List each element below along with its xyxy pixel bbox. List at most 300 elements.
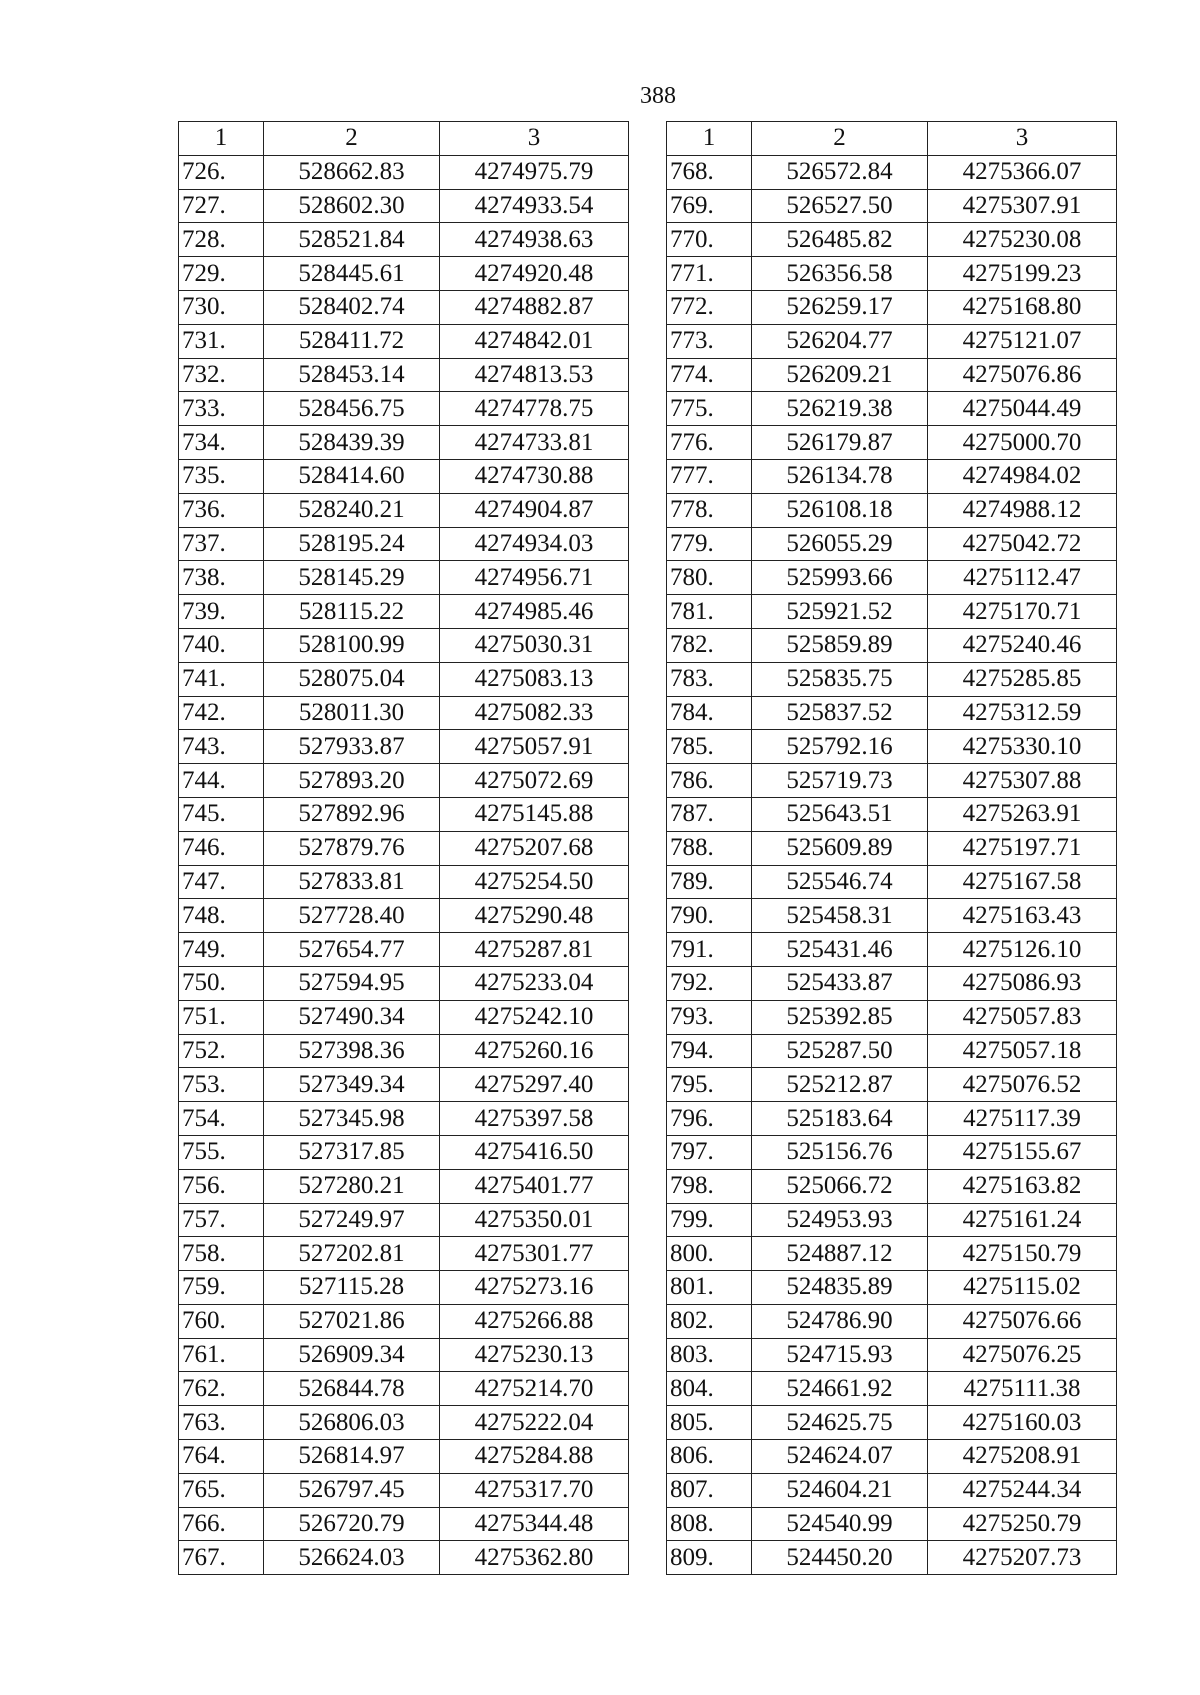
table-row — [667, 392, 1117, 426]
header-cell: 2 — [752, 122, 928, 156]
point-number-cell: 745. — [179, 797, 264, 831]
x-coordinate-cell: 526219.38 — [752, 392, 928, 426]
y-coordinate-cell: 4275297.40 — [440, 1068, 629, 1102]
x-coordinate-cell: 524625.75 — [752, 1406, 928, 1440]
table-row — [667, 1507, 1117, 1541]
table-row — [667, 189, 1117, 223]
table-row — [179, 696, 629, 730]
point-number-cell: 734. — [179, 426, 264, 460]
point-number-cell: 735. — [179, 459, 264, 493]
table-row — [667, 1304, 1117, 1338]
x-coordinate-cell: 527280.21 — [264, 1169, 440, 1203]
y-coordinate-cell: 4275207.68 — [440, 831, 629, 865]
x-coordinate-cell: 525859.89 — [752, 628, 928, 662]
y-coordinate-cell: 4275230.08 — [928, 223, 1117, 257]
x-coordinate-cell: 527654.77 — [264, 933, 440, 967]
table-row — [667, 1406, 1117, 1440]
y-coordinate-cell: 4275072.69 — [440, 764, 629, 798]
point-number-cell: 754. — [179, 1102, 264, 1136]
y-coordinate-cell: 4274778.75 — [440, 392, 629, 426]
table-row — [179, 223, 629, 257]
point-number-cell: 808. — [667, 1507, 752, 1541]
x-coordinate-cell: 527021.86 — [264, 1304, 440, 1338]
y-coordinate-cell: 4275207.73 — [928, 1541, 1117, 1575]
x-coordinate-cell: 524450.20 — [752, 1541, 928, 1575]
point-number-cell: 733. — [179, 392, 264, 426]
x-coordinate-cell: 525719.73 — [752, 764, 928, 798]
x-coordinate-cell: 528445.61 — [264, 257, 440, 291]
point-number-cell: 770. — [667, 223, 752, 257]
x-coordinate-cell: 525837.52 — [752, 696, 928, 730]
table-row — [667, 290, 1117, 324]
point-number-cell: 798. — [667, 1169, 752, 1203]
x-coordinate-cell: 528453.14 — [264, 358, 440, 392]
point-number-cell: 756. — [179, 1169, 264, 1203]
y-coordinate-cell: 4275112.47 — [928, 561, 1117, 595]
table-row — [179, 1406, 629, 1440]
y-coordinate-cell: 4275083.13 — [440, 662, 629, 696]
x-coordinate-cell: 525609.89 — [752, 831, 928, 865]
y-coordinate-cell: 4275263.91 — [928, 797, 1117, 831]
table-row — [667, 730, 1117, 764]
point-number-cell: 781. — [667, 595, 752, 629]
y-coordinate-cell: 4275290.48 — [440, 899, 629, 933]
y-coordinate-cell: 4274882.87 — [440, 290, 629, 324]
y-coordinate-cell: 4275086.93 — [928, 966, 1117, 1000]
point-number-cell: 765. — [179, 1473, 264, 1507]
x-coordinate-cell: 527317.85 — [264, 1135, 440, 1169]
point-number-cell: 744. — [179, 764, 264, 798]
point-number-cell: 779. — [667, 527, 752, 561]
y-coordinate-cell: 4274813.53 — [440, 358, 629, 392]
table-row — [667, 1372, 1117, 1406]
point-number-cell: 766. — [179, 1507, 264, 1541]
x-coordinate-cell: 526572.84 — [752, 155, 928, 189]
x-coordinate-cell: 528521.84 — [264, 223, 440, 257]
table-row — [667, 1000, 1117, 1034]
point-number-cell: 784. — [667, 696, 752, 730]
point-number-cell: 740. — [179, 628, 264, 662]
x-coordinate-cell: 526844.78 — [264, 1372, 440, 1406]
x-coordinate-cell: 525156.76 — [752, 1135, 928, 1169]
y-coordinate-cell: 4275121.07 — [928, 324, 1117, 358]
table-row — [667, 899, 1117, 933]
point-number-cell: 780. — [667, 561, 752, 595]
y-coordinate-cell: 4275145.88 — [440, 797, 629, 831]
x-coordinate-cell: 526485.82 — [752, 223, 928, 257]
point-number-cell: 759. — [179, 1271, 264, 1305]
table-row — [667, 324, 1117, 358]
x-coordinate-cell: 528662.83 — [264, 155, 440, 189]
x-coordinate-cell: 524624.07 — [752, 1440, 928, 1474]
table-row — [667, 628, 1117, 662]
table-row — [667, 527, 1117, 561]
table-row — [667, 223, 1117, 257]
table-row — [667, 797, 1117, 831]
y-coordinate-cell: 4275344.48 — [440, 1507, 629, 1541]
x-coordinate-cell: 526806.03 — [264, 1406, 440, 1440]
point-number-cell: 728. — [179, 223, 264, 257]
y-coordinate-cell: 4274904.87 — [440, 493, 629, 527]
table-row — [179, 1034, 629, 1068]
x-coordinate-cell: 527490.34 — [264, 1000, 440, 1034]
point-number-cell: 791. — [667, 933, 752, 967]
x-coordinate-cell: 524887.12 — [752, 1237, 928, 1271]
x-coordinate-cell: 526356.58 — [752, 257, 928, 291]
y-coordinate-cell: 4275161.24 — [928, 1203, 1117, 1237]
point-number-cell: 726. — [179, 155, 264, 189]
table-row — [179, 426, 629, 460]
y-coordinate-cell: 4275076.86 — [928, 358, 1117, 392]
point-number-cell: 790. — [667, 899, 752, 933]
x-coordinate-cell: 527202.81 — [264, 1237, 440, 1271]
point-number-cell: 752. — [179, 1034, 264, 1068]
x-coordinate-cell: 526108.18 — [752, 493, 928, 527]
y-coordinate-cell: 4275397.58 — [440, 1102, 629, 1136]
x-coordinate-cell: 528075.04 — [264, 662, 440, 696]
table-row — [179, 1372, 629, 1406]
coordinates-table-left — [178, 121, 629, 1575]
y-coordinate-cell: 4274984.02 — [928, 459, 1117, 493]
table-row — [179, 459, 629, 493]
y-coordinate-cell: 4274975.79 — [440, 155, 629, 189]
point-number-cell: 746. — [179, 831, 264, 865]
x-coordinate-cell: 524661.92 — [752, 1372, 928, 1406]
x-coordinate-cell: 527728.40 — [264, 899, 440, 933]
x-coordinate-cell: 528439.39 — [264, 426, 440, 460]
x-coordinate-cell: 526055.29 — [752, 527, 928, 561]
table-row — [667, 865, 1117, 899]
y-coordinate-cell: 4275057.83 — [928, 1000, 1117, 1034]
table-row — [179, 628, 629, 662]
table-row — [179, 561, 629, 595]
y-coordinate-cell: 4275000.70 — [928, 426, 1117, 460]
y-coordinate-cell: 4275416.50 — [440, 1135, 629, 1169]
table-row — [179, 1102, 629, 1136]
point-number-cell: 800. — [667, 1237, 752, 1271]
point-number-cell: 776. — [667, 426, 752, 460]
x-coordinate-cell: 525392.85 — [752, 1000, 928, 1034]
header-cell: 3 — [928, 122, 1117, 156]
x-coordinate-cell: 525643.51 — [752, 797, 928, 831]
table-row — [179, 290, 629, 324]
table-body-right — [667, 155, 1117, 1574]
x-coordinate-cell: 527893.20 — [264, 764, 440, 798]
x-coordinate-cell: 526814.97 — [264, 1440, 440, 1474]
point-number-cell: 762. — [179, 1372, 264, 1406]
y-coordinate-cell: 4274733.81 — [440, 426, 629, 460]
y-coordinate-cell: 4275168.80 — [928, 290, 1117, 324]
y-coordinate-cell: 4275111.38 — [928, 1372, 1117, 1406]
point-number-cell: 760. — [179, 1304, 264, 1338]
table-row — [179, 493, 629, 527]
table-row — [667, 561, 1117, 595]
point-number-cell: 741. — [179, 662, 264, 696]
table-row — [179, 595, 629, 629]
y-coordinate-cell: 4275163.43 — [928, 899, 1117, 933]
x-coordinate-cell: 526527.50 — [752, 189, 928, 223]
y-coordinate-cell: 4275199.23 — [928, 257, 1117, 291]
x-coordinate-cell: 527345.98 — [264, 1102, 440, 1136]
table-header-row — [667, 122, 1117, 156]
y-coordinate-cell: 4275287.81 — [440, 933, 629, 967]
y-coordinate-cell: 4275044.49 — [928, 392, 1117, 426]
x-coordinate-cell: 526134.78 — [752, 459, 928, 493]
x-coordinate-cell: 528240.21 — [264, 493, 440, 527]
x-coordinate-cell: 527594.95 — [264, 966, 440, 1000]
table-row — [179, 1237, 629, 1271]
point-number-cell: 757. — [179, 1203, 264, 1237]
y-coordinate-cell: 4275307.91 — [928, 189, 1117, 223]
y-coordinate-cell: 4274730.88 — [440, 459, 629, 493]
point-number-cell: 783. — [667, 662, 752, 696]
table-row — [179, 764, 629, 798]
x-coordinate-cell: 528602.30 — [264, 189, 440, 223]
x-coordinate-cell: 527398.36 — [264, 1034, 440, 1068]
x-coordinate-cell: 525431.46 — [752, 933, 928, 967]
point-number-cell: 793. — [667, 1000, 752, 1034]
page-number: 388 — [640, 83, 676, 109]
y-coordinate-cell: 4275076.52 — [928, 1068, 1117, 1102]
header-cell: 3 — [440, 122, 629, 156]
table-row — [667, 1541, 1117, 1575]
point-number-cell: 799. — [667, 1203, 752, 1237]
x-coordinate-cell: 526179.87 — [752, 426, 928, 460]
point-number-cell: 767. — [179, 1541, 264, 1575]
x-coordinate-cell: 524540.99 — [752, 1507, 928, 1541]
point-number-cell: 777. — [667, 459, 752, 493]
x-coordinate-cell: 525183.64 — [752, 1102, 928, 1136]
table-row — [179, 899, 629, 933]
point-number-cell: 792. — [667, 966, 752, 1000]
table-row — [667, 662, 1117, 696]
y-coordinate-cell: 4275214.70 — [440, 1372, 629, 1406]
point-number-cell: 748. — [179, 899, 264, 933]
y-coordinate-cell: 4275362.80 — [440, 1541, 629, 1575]
point-number-cell: 732. — [179, 358, 264, 392]
table-row — [179, 1203, 629, 1237]
point-number-cell: 764. — [179, 1440, 264, 1474]
point-number-cell: 773. — [667, 324, 752, 358]
y-coordinate-cell: 4275350.01 — [440, 1203, 629, 1237]
point-number-cell: 796. — [667, 1102, 752, 1136]
y-coordinate-cell: 4275301.77 — [440, 1237, 629, 1271]
y-coordinate-cell: 4275254.50 — [440, 865, 629, 899]
point-number-cell: 775. — [667, 392, 752, 426]
point-number-cell: 751. — [179, 1000, 264, 1034]
table-row — [179, 257, 629, 291]
table-row — [179, 527, 629, 561]
table-row — [667, 696, 1117, 730]
x-coordinate-cell: 526259.17 — [752, 290, 928, 324]
table-header-row — [179, 122, 629, 156]
table-row — [179, 1271, 629, 1305]
x-coordinate-cell: 524786.90 — [752, 1304, 928, 1338]
y-coordinate-cell: 4275222.04 — [440, 1406, 629, 1440]
y-coordinate-cell: 4275266.88 — [440, 1304, 629, 1338]
x-coordinate-cell: 526797.45 — [264, 1473, 440, 1507]
y-coordinate-cell: 4274988.12 — [928, 493, 1117, 527]
x-coordinate-cell: 528402.74 — [264, 290, 440, 324]
y-coordinate-cell: 4275076.25 — [928, 1338, 1117, 1372]
point-number-cell: 797. — [667, 1135, 752, 1169]
table-row — [667, 493, 1117, 527]
x-coordinate-cell: 527833.81 — [264, 865, 440, 899]
y-coordinate-cell: 4274938.63 — [440, 223, 629, 257]
point-number-cell: 788. — [667, 831, 752, 865]
point-number-cell: 763. — [179, 1406, 264, 1440]
point-number-cell: 729. — [179, 257, 264, 291]
point-number-cell: 738. — [179, 561, 264, 595]
table-row — [667, 1068, 1117, 1102]
point-number-cell: 769. — [667, 189, 752, 223]
x-coordinate-cell: 528145.29 — [264, 561, 440, 595]
point-number-cell: 737. — [179, 527, 264, 561]
y-coordinate-cell: 4275155.67 — [928, 1135, 1117, 1169]
table-row — [179, 1440, 629, 1474]
table-body-left — [179, 155, 629, 1574]
x-coordinate-cell: 526209.21 — [752, 358, 928, 392]
y-coordinate-cell: 4275242.10 — [440, 1000, 629, 1034]
point-number-cell: 774. — [667, 358, 752, 392]
point-number-cell: 801. — [667, 1271, 752, 1305]
point-number-cell: 747. — [179, 865, 264, 899]
y-coordinate-cell: 4275250.79 — [928, 1507, 1117, 1541]
table-row — [179, 392, 629, 426]
y-coordinate-cell: 4275197.71 — [928, 831, 1117, 865]
x-coordinate-cell: 528456.75 — [264, 392, 440, 426]
point-number-cell: 787. — [667, 797, 752, 831]
point-number-cell: 795. — [667, 1068, 752, 1102]
x-coordinate-cell: 526720.79 — [264, 1507, 440, 1541]
header-cell: 2 — [264, 122, 440, 156]
point-number-cell: 802. — [667, 1304, 752, 1338]
table-row — [667, 1473, 1117, 1507]
y-coordinate-cell: 4275317.70 — [440, 1473, 629, 1507]
x-coordinate-cell: 526909.34 — [264, 1338, 440, 1372]
point-number-cell: 772. — [667, 290, 752, 324]
table-row — [179, 1000, 629, 1034]
table-row — [179, 1169, 629, 1203]
y-coordinate-cell: 4275167.58 — [928, 865, 1117, 899]
y-coordinate-cell: 4274985.46 — [440, 595, 629, 629]
y-coordinate-cell: 4275401.77 — [440, 1169, 629, 1203]
x-coordinate-cell: 525921.52 — [752, 595, 928, 629]
table-row — [667, 595, 1117, 629]
table-row — [179, 730, 629, 764]
point-number-cell: 794. — [667, 1034, 752, 1068]
table-row — [667, 1203, 1117, 1237]
point-number-cell: 804. — [667, 1372, 752, 1406]
y-coordinate-cell: 4275273.16 — [440, 1271, 629, 1305]
point-number-cell: 727. — [179, 189, 264, 223]
x-coordinate-cell: 527892.96 — [264, 797, 440, 831]
table-row — [179, 1541, 629, 1575]
x-coordinate-cell: 528115.22 — [264, 595, 440, 629]
point-number-cell: 739. — [179, 595, 264, 629]
x-coordinate-cell: 525212.87 — [752, 1068, 928, 1102]
table-row — [667, 358, 1117, 392]
y-coordinate-cell: 4275115.02 — [928, 1271, 1117, 1305]
x-coordinate-cell: 528100.99 — [264, 628, 440, 662]
point-number-cell: 736. — [179, 493, 264, 527]
x-coordinate-cell: 525546.74 — [752, 865, 928, 899]
y-coordinate-cell: 4275260.16 — [440, 1034, 629, 1068]
y-coordinate-cell: 4275244.34 — [928, 1473, 1117, 1507]
x-coordinate-cell: 527349.34 — [264, 1068, 440, 1102]
point-number-cell: 743. — [179, 730, 264, 764]
y-coordinate-cell: 4275366.07 — [928, 155, 1117, 189]
point-number-cell: 771. — [667, 257, 752, 291]
y-coordinate-cell: 4275126.10 — [928, 933, 1117, 967]
y-coordinate-cell: 4275082.33 — [440, 696, 629, 730]
point-number-cell: 807. — [667, 1473, 752, 1507]
point-number-cell: 749. — [179, 933, 264, 967]
y-coordinate-cell: 4275312.59 — [928, 696, 1117, 730]
point-number-cell: 782. — [667, 628, 752, 662]
y-coordinate-cell: 4274934.03 — [440, 527, 629, 561]
table-row — [667, 831, 1117, 865]
y-coordinate-cell: 4275307.88 — [928, 764, 1117, 798]
x-coordinate-cell: 524835.89 — [752, 1271, 928, 1305]
point-number-cell: 731. — [179, 324, 264, 358]
table-row — [667, 1135, 1117, 1169]
y-coordinate-cell: 4275057.91 — [440, 730, 629, 764]
x-coordinate-cell: 527933.87 — [264, 730, 440, 764]
table-row — [179, 933, 629, 967]
table-row — [179, 662, 629, 696]
y-coordinate-cell: 4274933.54 — [440, 189, 629, 223]
table-row — [179, 1304, 629, 1338]
table-row — [667, 1271, 1117, 1305]
x-coordinate-cell: 525433.87 — [752, 966, 928, 1000]
table-row — [667, 933, 1117, 967]
table-row — [179, 865, 629, 899]
y-coordinate-cell: 4275163.82 — [928, 1169, 1117, 1203]
point-number-cell: 758. — [179, 1237, 264, 1271]
table-row — [667, 1440, 1117, 1474]
table-row — [667, 257, 1117, 291]
table-row — [667, 1034, 1117, 1068]
x-coordinate-cell: 528411.72 — [264, 324, 440, 358]
x-coordinate-cell: 525792.16 — [752, 730, 928, 764]
x-coordinate-cell: 528011.30 — [264, 696, 440, 730]
header-cell: 1 — [667, 122, 752, 156]
point-number-cell: 753. — [179, 1068, 264, 1102]
y-coordinate-cell: 4275233.04 — [440, 966, 629, 1000]
point-number-cell: 730. — [179, 290, 264, 324]
x-coordinate-cell: 524604.21 — [752, 1473, 928, 1507]
x-coordinate-cell: 526624.03 — [264, 1541, 440, 1575]
table-row — [179, 831, 629, 865]
point-number-cell: 803. — [667, 1338, 752, 1372]
y-coordinate-cell: 4274920.48 — [440, 257, 629, 291]
x-coordinate-cell: 525287.50 — [752, 1034, 928, 1068]
point-number-cell: 755. — [179, 1135, 264, 1169]
y-coordinate-cell: 4275117.39 — [928, 1102, 1117, 1136]
table-row — [179, 358, 629, 392]
point-number-cell: 768. — [667, 155, 752, 189]
table-row — [179, 1135, 629, 1169]
y-coordinate-cell: 4275076.66 — [928, 1304, 1117, 1338]
x-coordinate-cell: 527249.97 — [264, 1203, 440, 1237]
table-row — [179, 1338, 629, 1372]
table-row — [667, 1169, 1117, 1203]
table-row — [667, 1338, 1117, 1372]
table-row — [179, 189, 629, 223]
x-coordinate-cell: 524953.93 — [752, 1203, 928, 1237]
point-number-cell: 785. — [667, 730, 752, 764]
